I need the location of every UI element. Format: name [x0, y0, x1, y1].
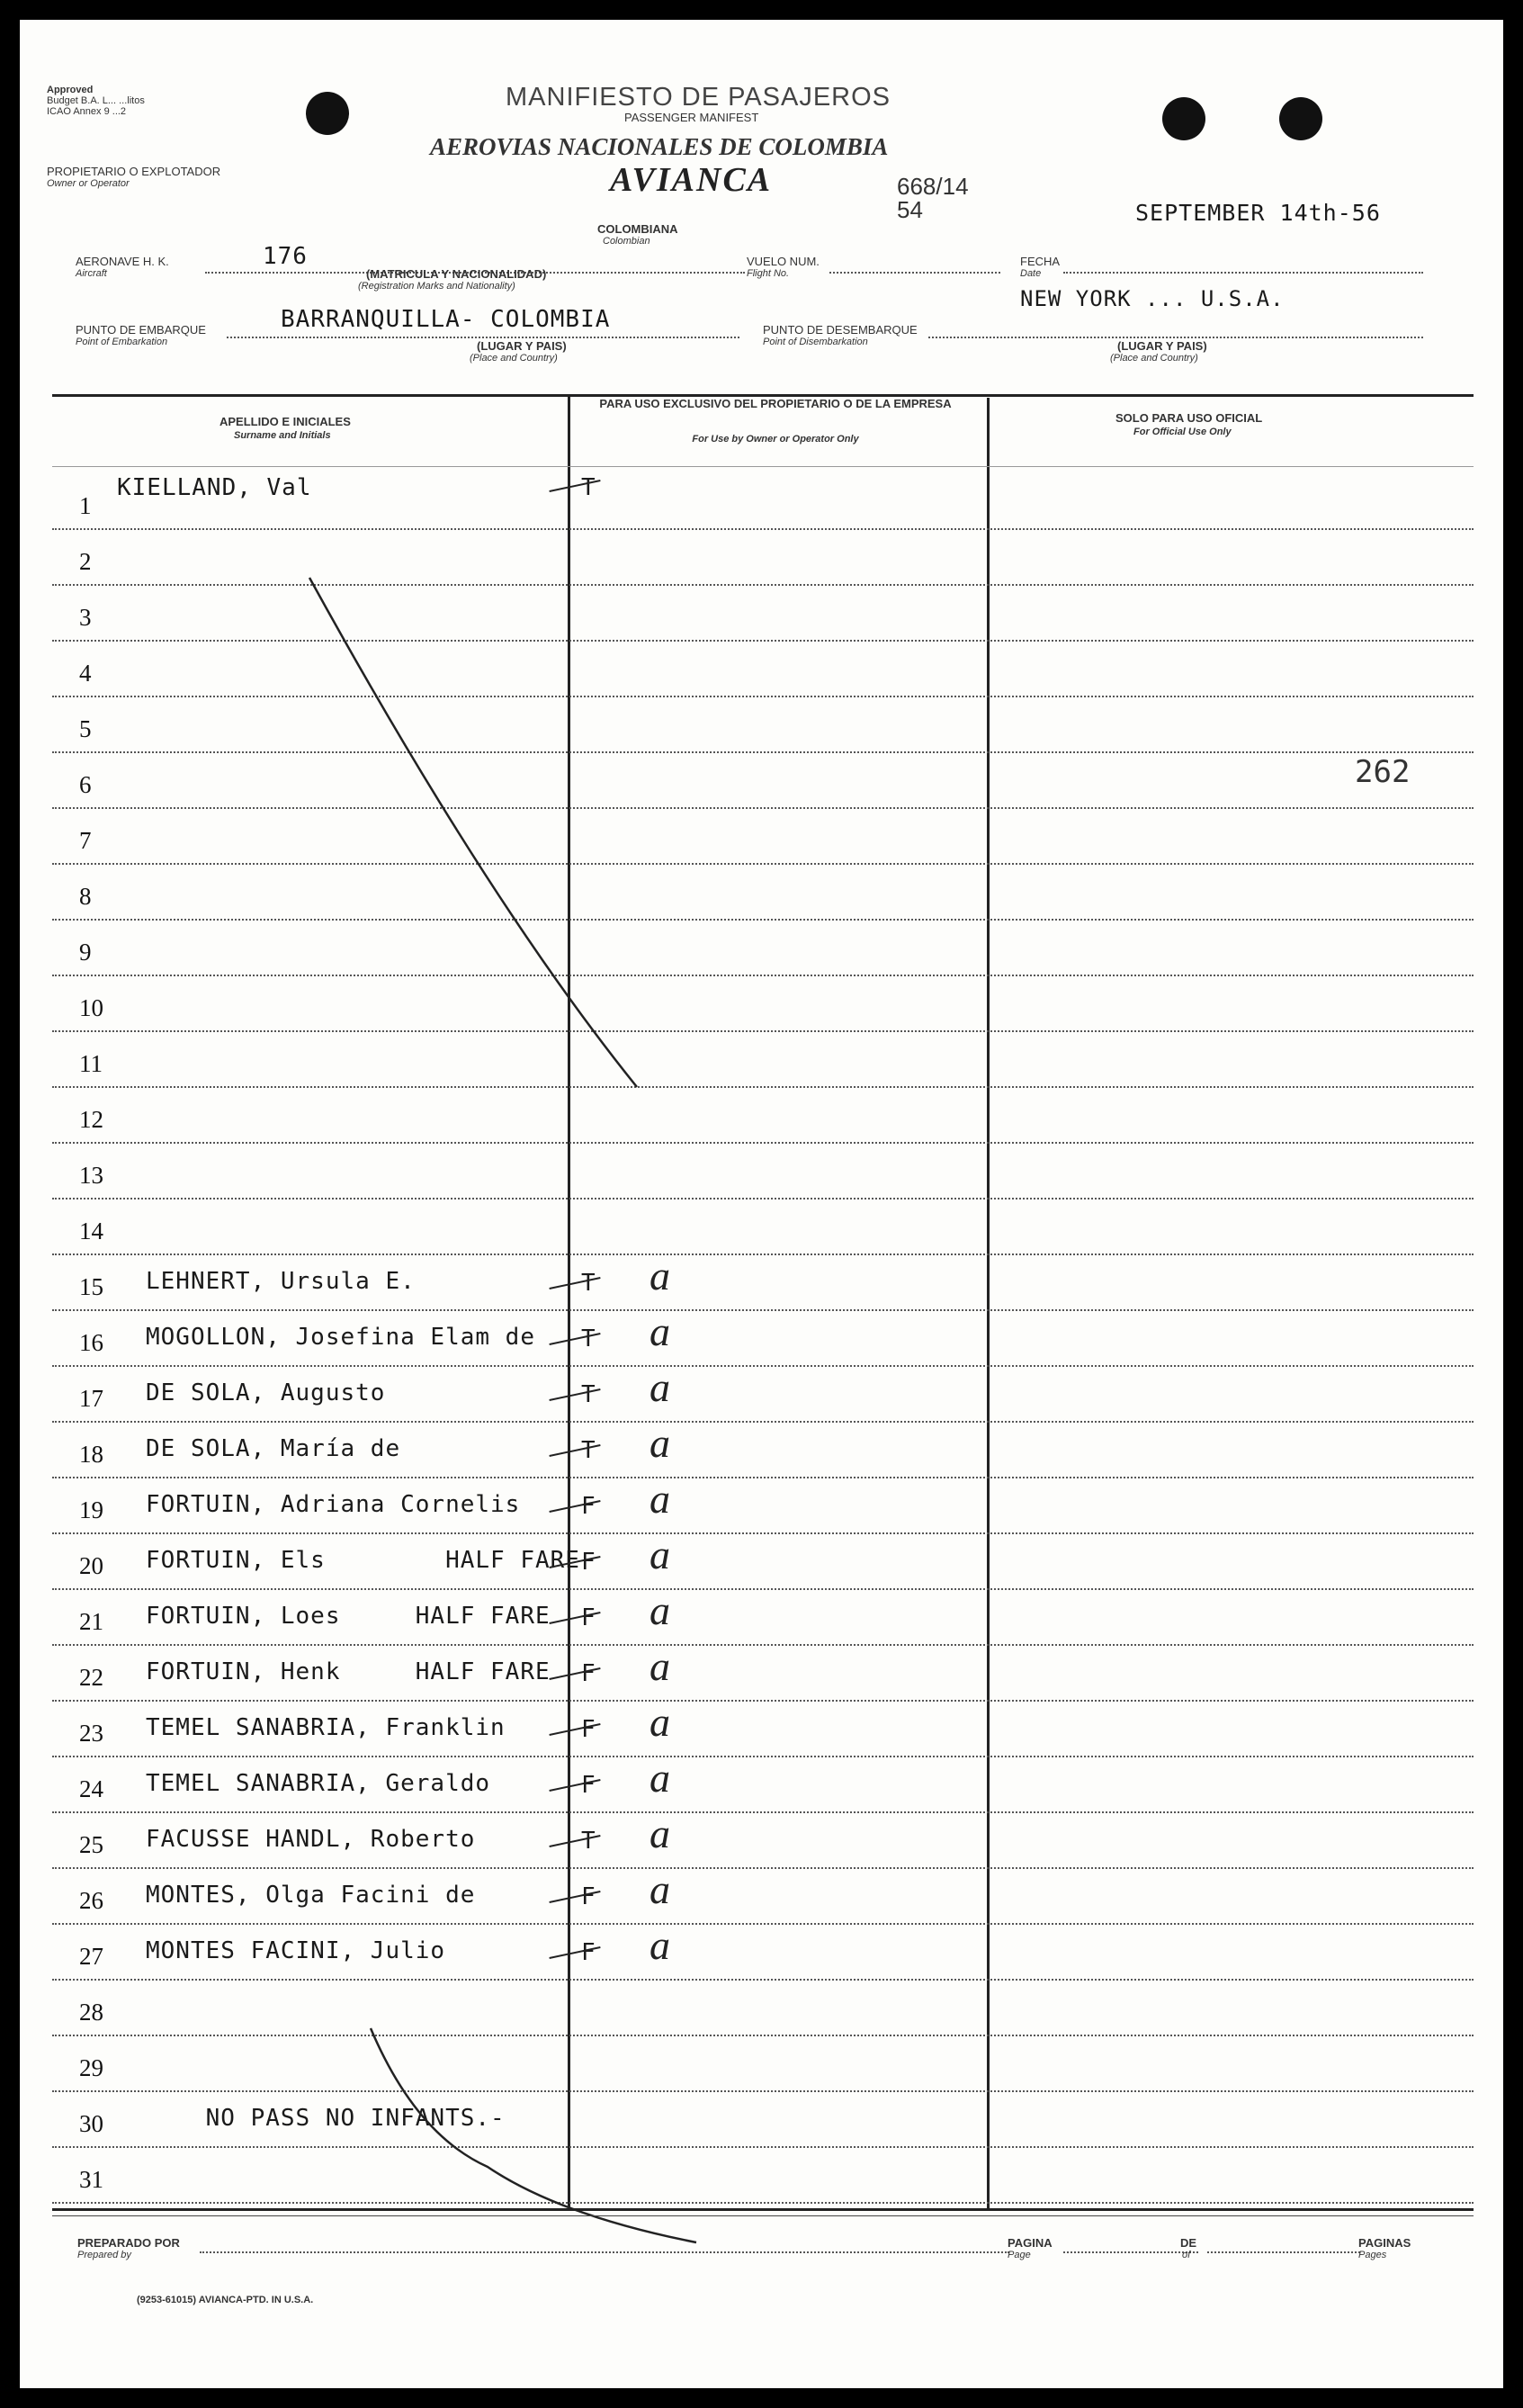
row-number: 28: [79, 1999, 103, 2026]
handwritten-initial: a: [650, 1866, 670, 1912]
passenger-name: DE SOLA, María de: [146, 1435, 401, 1462]
row-number: 13: [79, 1162, 103, 1189]
row-number: 2: [79, 548, 92, 575]
airline-logo-text: AVIANCA: [610, 161, 773, 199]
fare-code: F: [581, 1493, 596, 1520]
fare-code: T: [581, 1828, 596, 1855]
row-number: 10: [79, 994, 103, 1021]
flight-code: 668/14: [897, 173, 969, 200]
handwritten-initial: a: [650, 1587, 670, 1633]
flight-label-en: Flight No.: [747, 268, 790, 279]
row-number: 25: [79, 1831, 103, 1858]
strike-line-rows-2-11: [309, 578, 637, 1087]
passenger-name: NO PASS NO INFANTS.-: [146, 2105, 506, 2132]
col1-header: APELLIDO E INICIALES: [219, 415, 351, 428]
passenger-name: MONTES FACINI, Julio: [146, 1937, 446, 1964]
page-label-en: Page: [1008, 2250, 1031, 2260]
row-number: 19: [79, 1496, 103, 1523]
row-number: 5: [79, 715, 92, 742]
col1-header-en: Surname and Initials: [234, 430, 331, 441]
row-number: 11: [79, 1050, 103, 1077]
fare-code: F: [581, 1772, 596, 1799]
row-number: 18: [79, 1441, 103, 1468]
prepared-label: PREPARADO POR: [77, 2236, 180, 2250]
embark-place-label-en: (Place and Country): [470, 353, 558, 364]
handwritten-initial: a: [650, 1253, 670, 1298]
fare-code: T: [581, 1325, 596, 1352]
row-number: 1: [79, 492, 92, 519]
row-number: 6: [79, 771, 92, 798]
disembark-label-en: Point of Disembarkation: [763, 337, 868, 347]
official-stamp-number: 262: [1355, 754, 1411, 790]
handwritten-initial: a: [650, 1755, 670, 1801]
col3-header-en: For Official Use Only: [1133, 427, 1232, 437]
prepared-label-en: Prepared by: [77, 2250, 131, 2260]
of-label: DE: [1180, 2236, 1197, 2250]
row-number: 4: [79, 660, 92, 687]
passenger-name: KIELLAND, Val: [117, 474, 312, 501]
fare-code: T: [581, 474, 596, 501]
col2-header-en: For Use by Owner or Operator Only: [692, 434, 859, 445]
passenger-name: FORTUIN, Adriana Cornelis: [146, 1491, 521, 1518]
fare-code: T: [581, 1437, 596, 1464]
handwritten-initial: a: [650, 1922, 670, 1968]
passenger-name: DE SOLA, Augusto: [146, 1379, 386, 1406]
registration-label-en: (Registration Marks and Nationality): [358, 281, 515, 292]
handwritten-initial: a: [650, 1810, 670, 1856]
handwritten-initial: a: [650, 1643, 670, 1689]
handwritten-initial: a: [650, 1420, 670, 1466]
fare-code: F: [581, 1604, 596, 1631]
passenger-name: FORTUIN, Loes HALF FARE: [146, 1603, 551, 1630]
page-label: PAGINA: [1008, 2236, 1053, 2250]
row-number: 14: [79, 1217, 103, 1244]
row-number: 20: [79, 1552, 103, 1579]
date-label: FECHA: [1020, 255, 1061, 268]
row-number: 16: [79, 1329, 103, 1356]
embark-label-en: Point of Embarkation: [76, 337, 168, 347]
aircraft-value: 176: [263, 243, 308, 270]
row-number: 21: [79, 1608, 103, 1635]
row-number: 26: [79, 1887, 103, 1914]
fare-code: F: [581, 1549, 596, 1576]
passenger-name: FORTUIN, Els HALF FARE: [146, 1547, 580, 1574]
passenger-name: FACUSSE HANDL, Roberto: [146, 1826, 476, 1853]
row-number: 30: [79, 2110, 103, 2137]
pages-label-en: Pages: [1358, 2250, 1387, 2260]
manifest-title: MANIFIESTO DE PASAJEROS: [506, 83, 891, 112]
fare-code: T: [581, 1270, 596, 1297]
row-number: 24: [79, 1775, 103, 1802]
row-number: 27: [79, 1943, 103, 1970]
handwritten-initial: a: [650, 1476, 670, 1522]
disembark-place-label: (LUGAR Y PAIS): [1117, 339, 1207, 353]
table-bottom-rule-2: [52, 2215, 1474, 2216]
registration-label: (MATRICULA Y NACIONALIDAD): [366, 267, 547, 281]
row-number: 29: [79, 2054, 103, 2081]
disembark-label: PUNTO DE DESEMBARQUE: [763, 323, 918, 337]
printer-line: (9253-61015) AVIANCA-PTD. IN U.S.A.: [137, 2295, 314, 2305]
fare-code: F: [581, 1939, 596, 1966]
approval-line-3: ICAO Annex 9 ...2: [47, 106, 127, 117]
fare-code: F: [581, 1716, 596, 1743]
passenger-name: MOGOLLON, Josefina Elam de: [146, 1324, 535, 1351]
passenger-name: LEHNERT, Ursula E.: [146, 1268, 416, 1295]
row-number: 12: [79, 1106, 103, 1133]
row-number: 22: [79, 1664, 103, 1691]
aircraft-label: AERONAVE H. K.: [76, 255, 169, 268]
date-label-en: Date: [1020, 268, 1042, 279]
pages-label: PAGINAS: [1358, 2236, 1411, 2250]
page-underline: [1063, 2251, 1198, 2253]
passenger-name: FORTUIN, Henk HALF FARE: [146, 1658, 551, 1685]
row-number: 8: [79, 883, 92, 910]
passenger-name: TEMEL SANABRIA, Geraldo: [146, 1770, 491, 1797]
nationality-en: Colombian: [603, 236, 650, 247]
strike-marks: [20, 20, 1503, 2388]
row-number: 15: [79, 1273, 103, 1300]
date-value: SEPTEMBER 14th-56: [1135, 200, 1381, 226]
col2-header: PARA USO EXCLUSIVO DEL PROPIETARIO O DE LA EMPRESA: [599, 397, 952, 410]
approval-line-1: Approved: [47, 85, 94, 95]
handwritten-initial: a: [650, 1699, 670, 1745]
manifest-page: [20, 20, 1503, 2388]
prepared-underline: [200, 2251, 1009, 2253]
airline-name: AEROVIAS NACIONALES DE COLOMBIA: [430, 133, 889, 160]
row-number: 23: [79, 1720, 103, 1747]
passenger-name: TEMEL SANABRIA, Franklin: [146, 1714, 506, 1741]
flight-code-2: 54: [897, 196, 923, 223]
aircraft-label-en: Aircraft: [76, 268, 107, 279]
embark-label: PUNTO DE EMBARQUE: [76, 323, 206, 337]
embark-place-label: (LUGAR Y PAIS): [477, 339, 567, 353]
col3-header: SOLO PARA USO OFICIAL: [1115, 411, 1263, 425]
row-number: 7: [79, 827, 92, 854]
table-bottom-rule-1: [52, 2208, 1474, 2211]
owner-label: PROPIETARIO O EXPLOTADOR: [47, 165, 221, 178]
handwritten-initial: a: [650, 1532, 670, 1577]
manifest-title-en: PASSENGER MANIFEST: [624, 111, 759, 124]
approval-line-2: Budget B.A. L... ...litos: [47, 95, 145, 106]
fare-code: F: [581, 1660, 596, 1687]
row-number: 3: [79, 604, 92, 631]
fare-code: F: [581, 1883, 596, 1910]
row-number: 17: [79, 1385, 103, 1412]
owner-label-en: Owner or Operator: [47, 178, 130, 189]
disembark-place-label-en: (Place and Country): [1110, 353, 1198, 364]
embark-value: BARRANQUILLA- COLOMBIA: [281, 306, 611, 333]
of-underline: [1207, 2251, 1360, 2253]
row-number: 31: [79, 2166, 103, 2193]
passenger-name: MONTES, Olga Facini de: [146, 1882, 476, 1909]
nationality: COLOMBIANA: [597, 222, 678, 236]
disembark-value: NEW YORK ... U.S.A.: [1020, 286, 1285, 311]
of-label-en: of: [1182, 2250, 1191, 2260]
handwritten-initial: a: [650, 1308, 670, 1354]
row-number: 9: [79, 939, 92, 966]
handwritten-initial: a: [650, 1364, 670, 1410]
flight-label: VUELO NUM.: [747, 255, 820, 268]
fare-code: T: [581, 1381, 596, 1408]
